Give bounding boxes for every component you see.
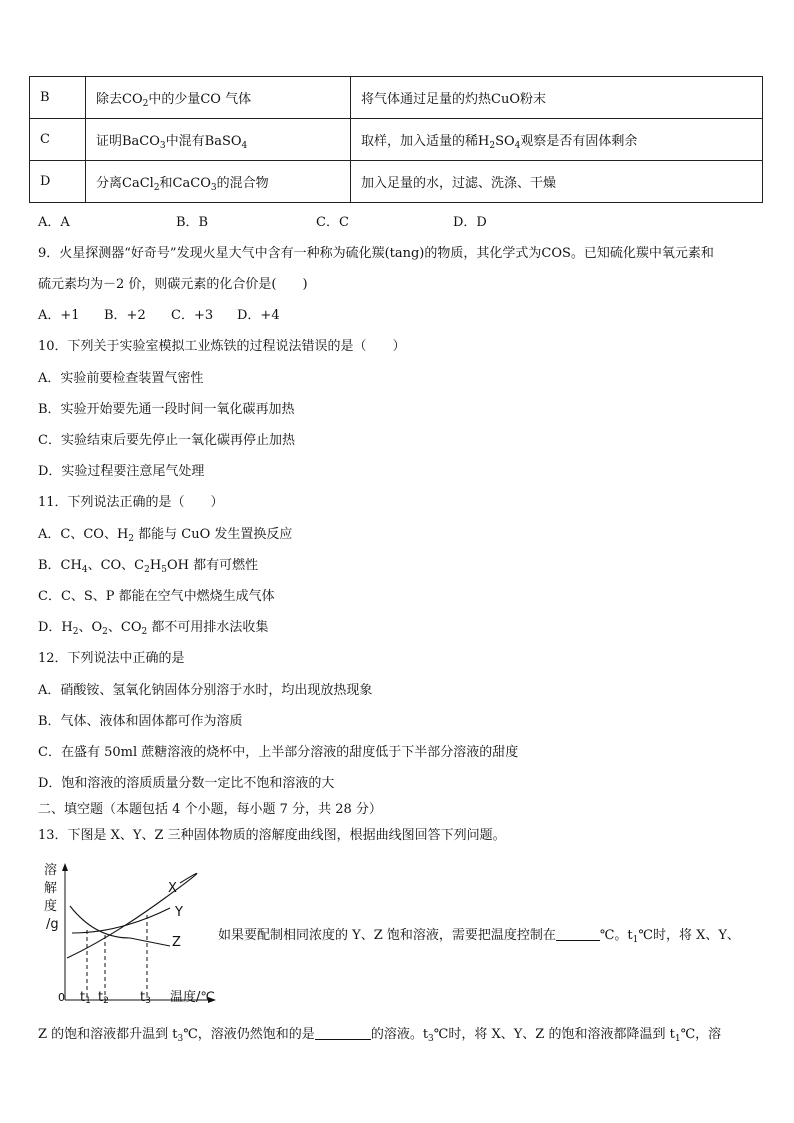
tick-labels	[80, 990, 151, 1006]
row-method: 取样，加入适量的稀$H_2SO_4$观察是否有固体剩余	[351, 119, 763, 161]
row-method: 加入足量的水，过滤、洗涤、干燥	[351, 161, 763, 203]
q8-option: A．A	[38, 215, 70, 230]
q11-option-b: B．$CH_4$、CO、$C_2H_5OH$ 都有可燃性	[38, 558, 259, 575]
y-label-2: 解	[44, 881, 58, 896]
row-method: 将气体通过足量的灼热CuO粉末	[351, 77, 763, 119]
q8-option: C．C	[316, 215, 349, 230]
label-y-curve: Y	[175, 905, 183, 920]
q11-option-a: A．C、CO、$H_2$ 都能与 CuO 发生置换反应	[38, 527, 293, 544]
section-heading: 二、填空题（本题包括 4 个小题，每小题 7 分，共 28 分）	[38, 802, 382, 817]
q12-option-d: D．饱和溶液的溶质质量分数一定比不饱和溶液的大	[38, 776, 335, 791]
y-axis-arrow	[62, 863, 68, 871]
q13-bottom-text: Z 的饱和溶液都升温到 $t_3℃$，溶液仍然饱和的是 的溶液。$t_3℃$时，将 X、Y、Z 的饱和溶液都降温到 $t_1℃$，溶	[38, 1027, 722, 1044]
row-task: 除去$CO_2$中的少量CO 气体	[86, 77, 351, 119]
curve-z	[70, 906, 170, 946]
table-row	[30, 161, 763, 203]
label-x-curve: X	[168, 881, 177, 896]
y-label-3: 度	[44, 899, 58, 914]
q13-side-text: 如果要配制相同浓度的 Y、Z 饱和溶液，需要把温度控制在 ℃。$t_1℃$时，将 X、Y、	[218, 928, 740, 945]
tick-label: t1	[80, 990, 91, 1006]
q10-option-c: C．实验结束后要先停止一氧化碳再停止加热	[38, 433, 295, 448]
q10-option-a: A．实验前要检查装置气密性	[38, 371, 204, 386]
row-label: C	[30, 119, 86, 161]
q12-option-a: A．硝酸铵、氢氧化钠固体分别溶于水时，均出现放热现象	[38, 683, 373, 698]
answer-blank	[556, 928, 600, 941]
q10-option-d: D．实验过程要注意尾气处理	[38, 464, 205, 479]
curve-y	[72, 908, 170, 933]
q9-option: C．+3	[171, 308, 214, 323]
row-label: B	[30, 77, 86, 119]
q10-stem: 10．下列关于实验室模拟工业炼铁的过程说法错误的是（ ）	[38, 339, 406, 354]
q10-option-b: B．实验开始要先通一段时间一氧化碳再加热	[38, 402, 295, 417]
y-label-4: /g	[46, 917, 59, 932]
q8-option: B．B	[176, 215, 209, 230]
q8-option: D．D	[453, 215, 487, 230]
tick-label: t2	[98, 990, 109, 1006]
q13-stem: 13．下图是 X、Y、Z 三种固体物质的溶解度曲线图，根据曲线图回答下列问题。	[38, 828, 506, 843]
q11-option-c: C．C、S、P 都能在空气中燃烧生成气体	[38, 589, 275, 604]
q9-option: D．+4	[237, 308, 280, 323]
options-table	[29, 76, 763, 203]
q9-option: A．+1	[38, 308, 80, 323]
row-task: 证明BaCO$_3$中混有BaSO$_4$	[86, 119, 351, 161]
q11-stem: 11．下列说法正确的是（ ）	[38, 495, 224, 510]
q12-stem: 12．下列说法中正确的是	[38, 651, 185, 666]
q11-option-d: D．$H_2$、$O_2$、$CO_2$ 都不可用排水法收集	[38, 620, 269, 637]
origin-label: 0	[58, 991, 65, 1004]
q12-option-c: C．在盛有 50ml 蔗糖溶液的烧杯中，上半部分溶液的甜度低于下半部分溶液的甜度	[38, 745, 519, 760]
y-label-1: 溶	[44, 863, 58, 878]
table-row	[30, 119, 763, 161]
q9-option: B．+2	[104, 308, 146, 323]
x-axis-label: 温度/℃	[170, 990, 215, 1005]
row-label: D	[30, 161, 86, 203]
q9-stem-line1: 9．火星探测器“好奇号”发现火星大气中含有一种称为硫化羰(tang)的物质，其化学式为COS。已知硫化羰中氧元素和	[38, 246, 714, 261]
label-z-curve: Z	[172, 935, 181, 950]
q12-option-b: B．气体、液体和固体都可作为溶质	[38, 714, 243, 729]
answer-blank	[315, 1027, 371, 1040]
row-task: 分离CaCl$_2$和CaCO$_3$的混合物	[86, 161, 351, 203]
tick-label: t3	[140, 990, 151, 1006]
table-row	[30, 77, 763, 119]
solubility-curve-graph	[40, 858, 220, 1008]
q9-stem-line2: 硫元素均为－2 价，则碳元素的化合价是( )	[38, 277, 308, 292]
